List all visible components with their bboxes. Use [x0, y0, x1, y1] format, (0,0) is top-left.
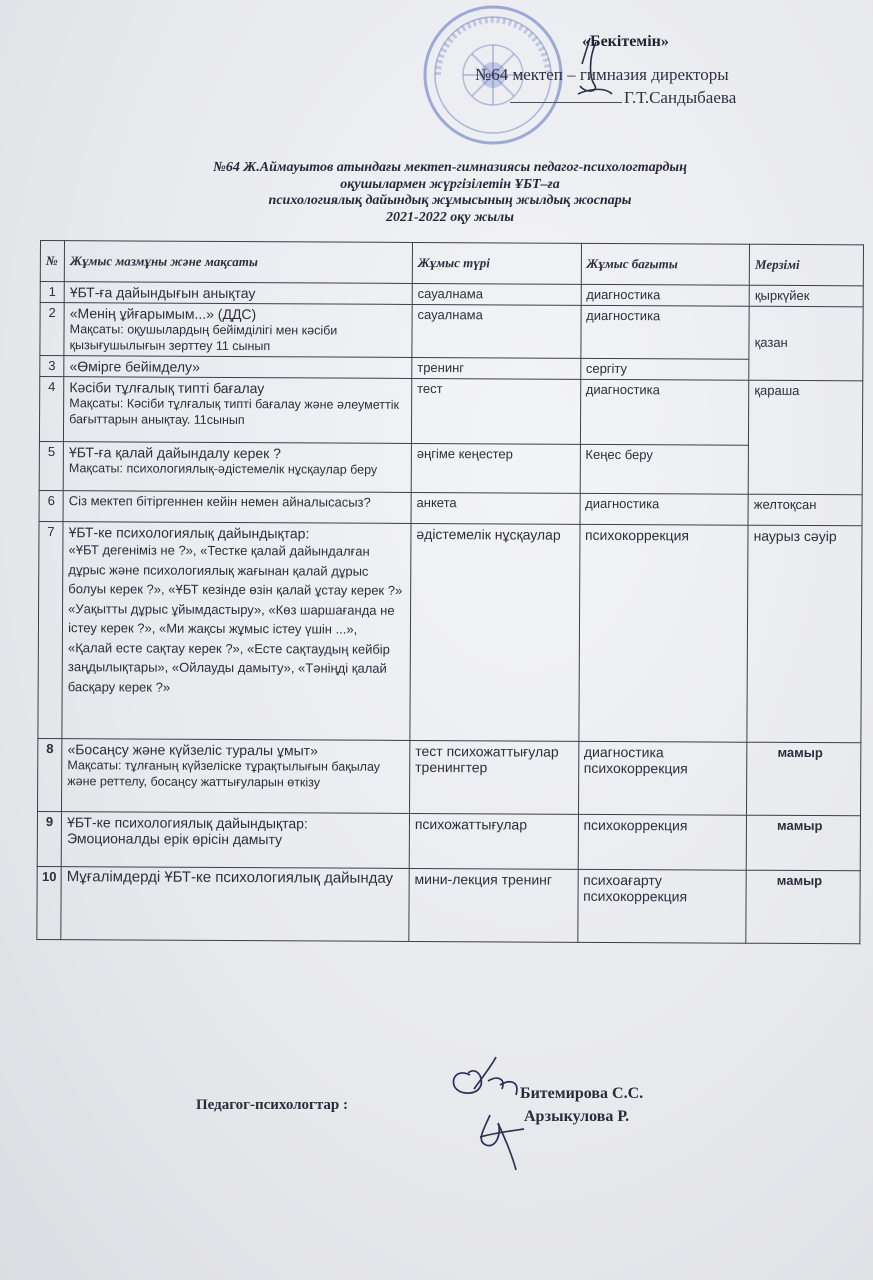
- row-main-text: Мұғалімдерді ҰБТ-ке психологиялық дайындау: [66, 868, 394, 887]
- row-sub-text: Мақсаты: психологиялық-әдістемелік нұсқаулар беру: [68, 461, 378, 477]
- row-num: 8: [38, 738, 63, 811]
- row-main-text: «Өмірге бейімделу»: [69, 358, 201, 375]
- row-term: желтоқсан: [748, 494, 862, 526]
- signers-label: Педагог-психологтар :: [196, 1097, 348, 1113]
- row-main-text: ҰБТ-ға дайындығын анықтау: [69, 284, 256, 302]
- row-direction: психоағарту психокоррекция: [577, 869, 746, 943]
- header-direction: Жұмыс бағыты: [581, 243, 750, 285]
- row-type: тест: [411, 378, 580, 444]
- row-direction: диагностика: [580, 305, 749, 359]
- row-main-text: ҰБТ-ке психологиялық дайындықтар:: [68, 524, 310, 542]
- row-sub-text: Мақсаты: Кәсіби тұлғалық типті бағалау және әлеуметтік бағыттарын анықтау. 11сынып: [69, 396, 400, 428]
- row-content: [61, 867, 409, 942]
- director-signature: [560, 34, 620, 114]
- approval-title: «Бекітемін»: [582, 33, 669, 50]
- table-row: [40, 303, 863, 360]
- heading-line-1: №64 Ж.Аймауытов атындағы мектеп-гимназиясы педагог-психологтардың: [213, 160, 687, 175]
- heading-line-3: психологиялық дайындық жұмысының жылдық жоспары: [268, 193, 632, 208]
- row-content: [62, 739, 410, 814]
- row-direction: диагностика: [581, 284, 750, 306]
- approval-position: №64 мектеп – гимназия директоры: [475, 65, 729, 84]
- row-content: [61, 812, 409, 869]
- row-term: мамыр: [746, 815, 860, 871]
- heading-line-2: оқушылармен жүргізілетін ҰБТ–ға: [340, 176, 560, 192]
- row-term: қыркүйек: [749, 285, 863, 307]
- row-num: 1: [40, 282, 64, 303]
- row-term: мамыр: [746, 870, 860, 944]
- row-direction: диагностика: [580, 379, 749, 445]
- row-main-text: Сіз мектеп бітіргеннен кейін немен айналысасыз?: [68, 493, 371, 510]
- row-type: сауалнама: [412, 304, 581, 358]
- row-term: мамыр: [747, 742, 861, 816]
- row-num: 6: [39, 490, 63, 521]
- signer-name-2: Арзыкулова Р.: [524, 1108, 630, 1125]
- row-direction: сергіту: [580, 358, 749, 380]
- row-num: 2: [40, 303, 64, 356]
- approval-director-name: [510, 88, 736, 108]
- row-direction: психокоррекция: [578, 524, 748, 742]
- row-content: [63, 442, 411, 493]
- row-content: [63, 491, 411, 524]
- heading-line-4: 2021-2022 оқу жылы: [386, 209, 514, 225]
- director-name: Г.Т.Сандыбаева: [624, 88, 737, 107]
- row-sub-text: Мақсаты: оқушылардың бейімділігі мен кәсіби қызығушылығын зерттеу 11 сынып: [69, 322, 338, 354]
- row-content: [64, 282, 412, 305]
- row-direction: диагностика психокоррекция: [578, 741, 747, 815]
- row-main-text: «Босаңсу және күйзеліс туралы ұмыт»: [67, 741, 318, 759]
- row-direction: диагностика: [580, 493, 749, 525]
- row-num: 3: [40, 356, 64, 377]
- row-num: 9: [37, 811, 61, 866]
- row-type: мини-лекция тренинг: [409, 868, 578, 942]
- row-content: [64, 377, 412, 444]
- table-row: [37, 866, 860, 943]
- table-header-row: [40, 241, 863, 286]
- work-plan-table: [36, 240, 864, 944]
- table-row: [37, 811, 860, 870]
- header-type: Жұмыс түрі: [412, 242, 581, 284]
- row-content: [64, 356, 412, 379]
- row-type: тренинг: [412, 357, 581, 379]
- row-num: 7: [38, 521, 63, 738]
- row-main-text: Кәсіби тұлғалық типті бағалау: [69, 379, 265, 397]
- row-sub-text: Мақсаты: тұлғаның күйзеліске тұрақтылығын бақылау және реттелу, босаңсу жаттығуларын өткізу: [67, 758, 381, 790]
- row-type: сауалнама: [412, 283, 581, 305]
- table-row: [38, 521, 862, 742]
- row-sub-text: «ҰБТ дегеніміз не ?», «Тестке қалай дайындалған дұрыс және психологиялық жағынан қалай дұрыс болуы керек ?», «ҰБТ кезінде өзін қалай ұстау керек ?» «Уақытты дұрыс ұйымдастыру», «Көз шаршағанда не істеу керек ?», «Ми жақсы жұмыс істеу үшін ...», «Қалай есте сақтау керек ?», «Есте сақтаудың кейбір заңдылықтары», «Ойлауды дамыту», «Тәніңді қалай басқару керек ?»: [67, 542, 403, 695]
- row-type: психожаттығулар: [409, 813, 578, 869]
- row-type: тест психожаттығулар тренингтер: [409, 740, 578, 814]
- table-row: [39, 377, 862, 446]
- row-main-text: ҰБТ-ке психологиялық дайындықтар: Эмоционалды ерік өрісін дамыту: [66, 814, 308, 848]
- row-term: наурыз сәуір: [747, 525, 862, 743]
- row-type: әдістемелік нұсқаулар: [410, 523, 580, 741]
- row-term: қараша: [748, 380, 862, 495]
- table-row: [39, 490, 862, 525]
- row-main-text: «Менің ұйғарымым...» (ДДС): [69, 305, 257, 323]
- row-main-text: ҰБТ-ға қалай дайындалу керек ?: [68, 444, 282, 462]
- row-term: қазан: [749, 306, 863, 381]
- row-direction: психокоррекция: [578, 814, 747, 870]
- header-num: №: [40, 241, 64, 282]
- table-row: [39, 441, 862, 494]
- row-type: әңгіме кеңестер: [411, 443, 580, 493]
- header-content: Жұмыс мазмұны және мақсаты: [64, 241, 412, 284]
- row-content: [62, 522, 411, 741]
- row-content: [64, 303, 412, 358]
- document-heading: [120, 160, 780, 226]
- signer-name-1: Битемирова С.С.: [520, 1085, 644, 1102]
- row-type: анкета: [411, 492, 580, 524]
- table-row: [38, 738, 861, 815]
- row-num: 10: [37, 866, 62, 939]
- row-num: 4: [39, 377, 63, 442]
- row-num: 5: [39, 441, 63, 490]
- header-term: Мерзімі: [749, 244, 863, 286]
- row-direction: Кеңес беру: [580, 444, 749, 494]
